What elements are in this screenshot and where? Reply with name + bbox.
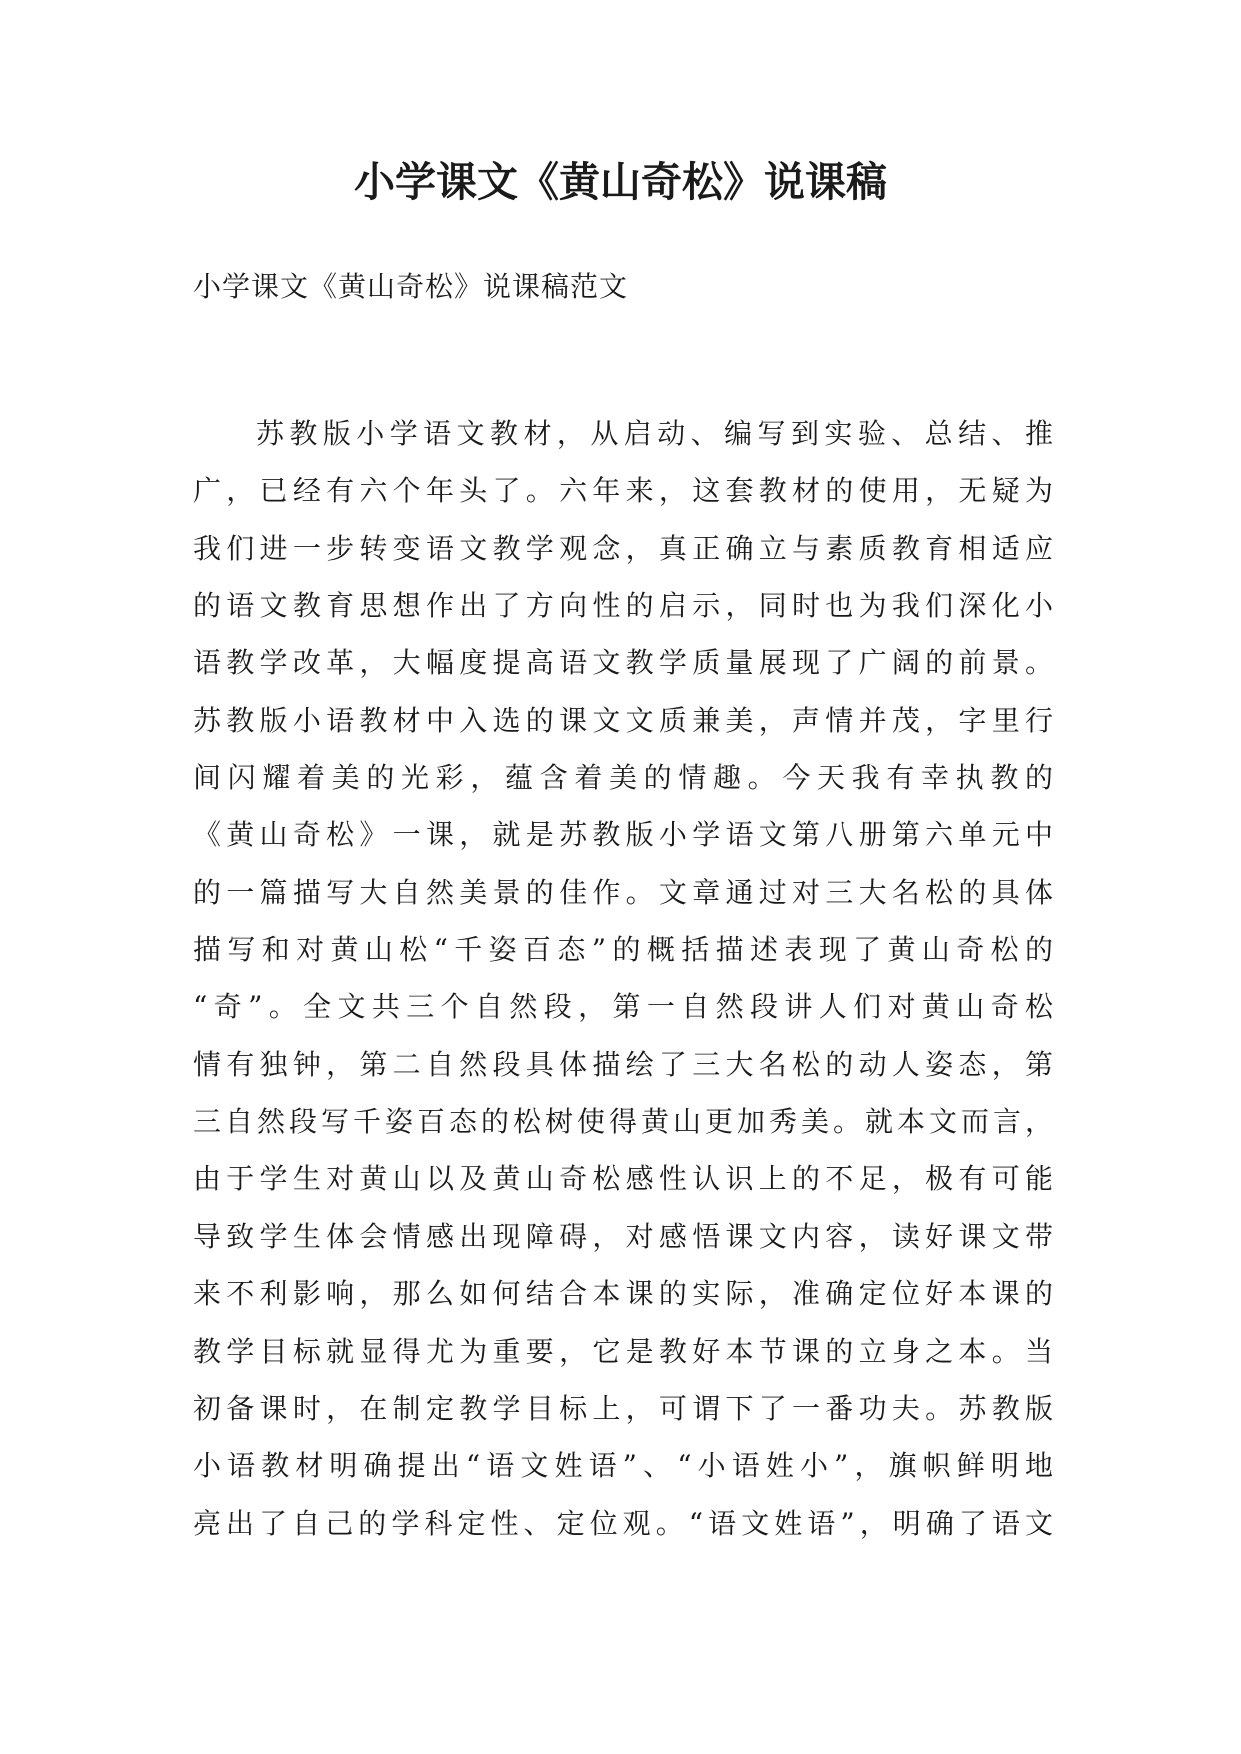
body-line: 导致学生体会情感出现障碍，对感悟课文内容，读好课文带 [193,1219,1053,1253]
body-line: 来不利影响，那么如何结合本课的实际，准确定位好本课的 [193,1277,1053,1311]
body-paragraph [193,405,1053,1552]
body-line: 的语文教育思想作出了方向性的启示，同时也为我们深化小 [193,589,1053,623]
document-subtitle: 小学课文《黄山奇松》说课稿范文 [193,270,629,303]
body-line: 《黄山奇松》一课，就是苏教版小学语文第八册第六单元中 [193,818,1053,852]
body-line: 苏教版小学语文教材，从启动、编写到实验、总结、推 [256,417,1053,450]
body-line: 我们进一步转变语文教学观念，真正确立与素质教育相适应 [193,531,1053,565]
body-line: 广，已经有六个年头了。六年来，这套教材的使用，无疑为 [193,474,1053,508]
body-line: 初备课时，在制定教学目标上，可谓下了一番功夫。苏教版 [193,1391,1053,1425]
body-line: 小语教材明确提出“语文姓语”、“小语姓小”，旗帜鲜明地 [193,1449,1053,1483]
document-title: 小学课文《黄山奇松》说课稿 [354,158,887,206]
body-line: 三自然段写千姿百态的松树使得黄山更加秀美。就本文而言， [193,1105,1053,1139]
body-line: 由于学生对黄山以及黄山奇松感性认识上的不足，极有可能 [193,1162,1053,1196]
body-line: 教学目标就显得尤为重要，它是教好本节课的立身之本。当 [193,1334,1053,1368]
body-line: 语教学改革，大幅度提高语文教学质量展现了广阔的前景。 [193,646,1053,680]
body-line: 苏教版小语教材中入选的课文文质兼美，声情并茂，字里行 [193,703,1053,737]
body-line: 亮出了自己的学科定性、定位观。“语文姓语”，明确了语文 [193,1506,1053,1540]
body-line: “奇”。全文共三个自然段，第一自然段讲人们对黄山奇松 [193,990,1053,1024]
body-line: 情有独钟，第二自然段具体描绘了三大名松的动人姿态，第 [193,1047,1053,1081]
body-line: 的一篇描写大自然美景的佳作。文章通过对三大名松的具体 [193,875,1053,909]
body-line: 间闪耀着美的光彩，蕴含着美的情趣。今天我有幸执教的 [193,761,1053,795]
body-line: 描写和对黄山松“千姿百态”的概括描述表现了黄山奇松的 [193,933,1053,967]
